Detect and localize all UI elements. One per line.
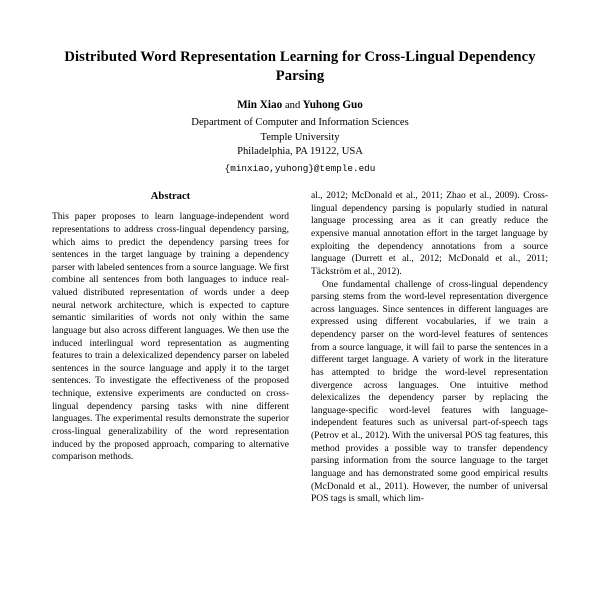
affiliation-university: Temple University <box>260 131 340 143</box>
left-column <box>52 190 289 506</box>
two-column-body <box>52 190 548 506</box>
intro-paragraph-2: One fundamental challenge of cross-lingual dependency parsing stems from the word-level representation divergence across languages. Since sentences in different languages are expressed using different vocabularies, if we train a dependency parser on the word-level features of sentences from a source language, it will fail to parse the sentences in a different target language. A variety of work in the literature has attempted to bridge the word-level representation divergence across languages. One intuitive method delexicalizes the dependency parser by replacing the language-specific word-level features with language-independent features such as universal part-of-speech tags (Petrov et al., 2012). With the universal POS tag features, this method provides a possible way to transfer dependency parsing information from the source language to the target language and has demonstrated some good empirical results (McDonald et al., 2011). However, the number of universal POS tags is small, which lim- <box>311 279 548 505</box>
author-second: Yuhong Guo <box>302 99 363 112</box>
intro-paragraph-continued: al., 2012; McDonald et al., 2011; Zhao et al., 2009). Cross-lingual dependency parsing is popularly studied in natural language processing area as it can greatly reduce the expensive manual annotation effort in the target language by exploiting the dependency annotations from a source language (Durrett et al., 2012; McDonald et al., 2011; Täckström et al., 2012). <box>311 191 548 277</box>
right-column <box>311 190 548 506</box>
author-first: Min Xiao <box>237 99 283 112</box>
page-title: Distributed Word Representation Learning for Cross-Lingual Dependency Parsing <box>64 49 536 84</box>
affiliation-address: Philadelphia, PA 19122, USA <box>237 145 363 157</box>
author-list <box>52 99 548 111</box>
affiliation-block <box>52 116 548 159</box>
abstract-heading: Abstract <box>150 191 191 203</box>
author-conjunction: and <box>284 100 301 112</box>
author-email: {minxiao,yuhong}@temple.edu <box>224 163 376 175</box>
affiliation-department: Department of Computer and Information Sciences <box>191 117 409 129</box>
abstract-paragraph: This paper proposes to learn language-independent word representations to address cross-lingual dependency parsing, which aims to predict the dependency parsing trees for sentences in the target language by training a dependency parser with labeled sentences from a source language. We first combine all sentences from both languages to induce real-valued distributed representation of words under a deep neural network architecture, which is expected to capture semantic similarities of words not only within the same language but also across different languages. We then use the induced interlingual word representation as augmenting features to train a delexicalized dependency parser on labeled sentences in the source language and apply it to the target sentences. To investigate the effectiveness of the proposed technique, extensive experiments are conducted on cross-lingual dependency parsing tasks with nine different languages. The experimental results demonstrate the superior cross-lingual generalizability of the word representation induced by the proposed approach, comparing to alternative comparison methods. <box>52 212 289 463</box>
